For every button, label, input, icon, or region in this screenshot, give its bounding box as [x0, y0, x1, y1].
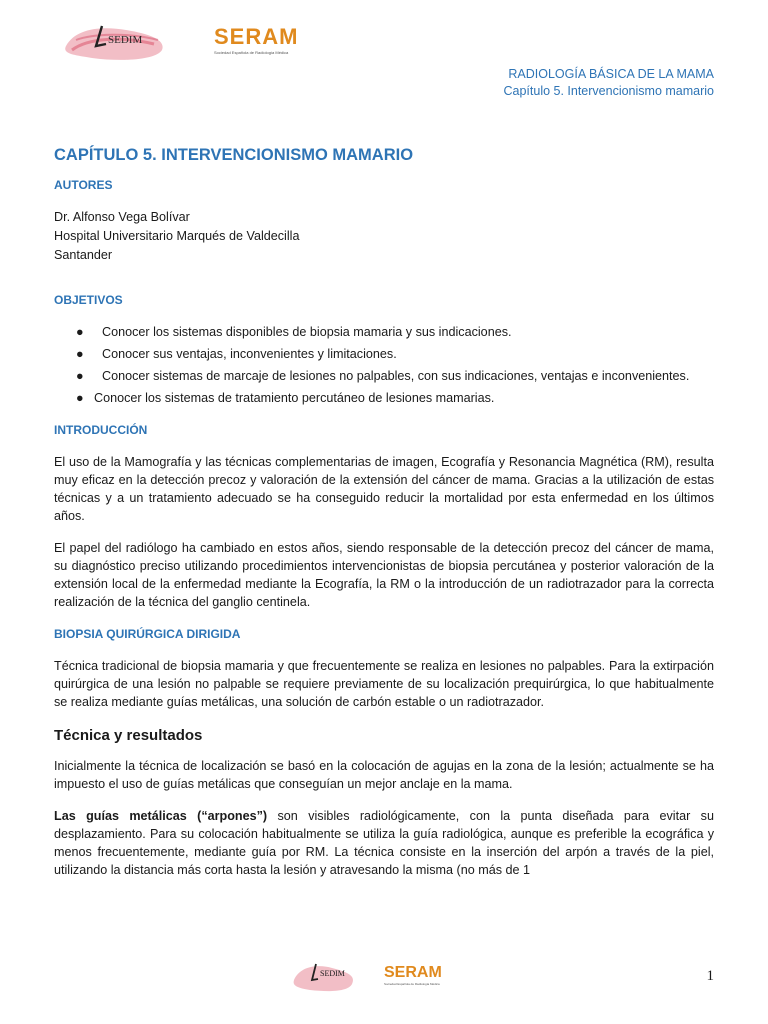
book-title: RADIOLOGÍA BÁSICA DE LA MAMA — [508, 67, 714, 81]
list-item: ● Conocer los sistemas de tratamiento percutáneo de lesiones mamarias. — [76, 391, 495, 405]
technique-paragraph-2: Las guías metálicas (“arpones”) son visibles radiológicamente, con la punta diseñada para evitar su desplazamiento. Para su colocación habitualmente se utiliza la guía radiológica, aunque es preferible la ecográfica y menos frecuentemente, mediante guía por RM. La técnica consiste en la inserción del arpón a través de la piel, utilizando la distancia más corta hasta la lesión y atravesando la misma (no más de 1 — [54, 809, 714, 877]
list-item: ● Conocer sistemas de marcaje de lesiones no palpables, con sus indicaciones, ventajas e inconvenientes. — [76, 369, 690, 383]
list-item: ● Conocer los sistemas disponibles de biopsia mamaria y sus indicaciones. — [76, 325, 512, 339]
bullet-icon: ● — [76, 325, 84, 339]
introduction-paragraph-1: El uso de la Mamografía y las técnicas complementarias de imagen, Ecografía y Resonancia Magnética (RM), resulta muy eficaz en la detección precoz y valoración de la extensión del cáncer de mama. Gracias a la utilización de estas técnicas y a un tratamiento adecuado se ha conseguido reducir la mortalidad por esta enfermedad en los últimos años. — [54, 455, 714, 523]
seram-logo-text: SERAM — [214, 24, 299, 49]
page-content — [54, 146, 714, 879]
chapter-running-title: Capítulo 5. Intervencionismo mamario — [503, 84, 714, 98]
header-logos — [62, 20, 362, 64]
footer-sedim-text: SEDIM — [320, 969, 345, 978]
objectives-heading: OBJETIVOS — [54, 293, 123, 307]
biopsy-heading: BIOPSIA QUIRÚRGICA DIRIGIDA — [54, 627, 241, 641]
running-header — [503, 66, 714, 100]
author-name: Dr. Alfonso Vega Bolívar — [54, 210, 190, 224]
objectives-list — [54, 323, 714, 407]
technique-paragraph-1: Inicialmente la técnica de localización se basó en la colocación de agujas en la zona de la lesión; actualmente se ha impuesto el uso de guías metálicas que conseguían un mejor anclaje en la mama. — [54, 759, 714, 791]
seram-logo — [214, 24, 314, 58]
bullet-icon: ● — [76, 347, 84, 361]
chapter-title: CAPÍTULO 5. INTERVENCIONISMO MAMARIO — [54, 146, 414, 164]
list-item: ● Conocer sus ventajas, inconvenientes y limitaciones. — [76, 347, 397, 361]
author-city: Santander — [54, 248, 113, 262]
footer-sedim-logo — [292, 960, 358, 994]
authors-block — [54, 208, 714, 265]
footer-seram-text: SERAM — [384, 964, 442, 981]
bullet-icon: ● — [76, 391, 84, 405]
page-number: 1 — [706, 968, 714, 984]
introduction-paragraph-2: El papel del radiólogo ha cambiado en estos años, siendo responsable de la detección precoz del cáncer de mama, su diagnóstico preciso utilizando procedimientos intervencionistas de biopsia percutánea y posterior valoración de la extensión local de la enfermedad mediante la Ecografía, la RM o la introducción de un radiotrazador para la correcta realización de la técnica del ganglio centinela. — [54, 541, 714, 609]
footer-logos — [292, 960, 462, 996]
technique-heading: Técnica y resultados — [54, 727, 203, 744]
introduction-heading: INTRODUCCIÓN — [54, 423, 148, 437]
footer-seram-subtitle: Sociedad Española de Radiología Médica — [384, 982, 440, 986]
authors-heading: AUTORES — [54, 178, 113, 192]
guides-term: Las guías metálicas (“arpones”) — [54, 809, 268, 823]
bullet-icon: ● — [76, 369, 84, 383]
biopsy-paragraph-1: Técnica tradicional de biopsia mamaria y que frecuentemente se realiza en lesiones no palpables. Para la extirpación quirúrgica de una lesión no palpable se requiere previamente de su localización prequirúrgica, lo que habitualmente se realiza mediante guías metálicas, una solución de carbón estable o un radiotrazador. — [54, 659, 714, 709]
seram-logo-subtitle: Sociedad Española de Radiología Médica — [214, 50, 289, 55]
sedim-logo — [62, 20, 172, 64]
author-institution: Hospital Universitario Marqués de Valdecilla — [54, 229, 300, 243]
sedim-logo-text: SEDIM — [108, 34, 143, 46]
